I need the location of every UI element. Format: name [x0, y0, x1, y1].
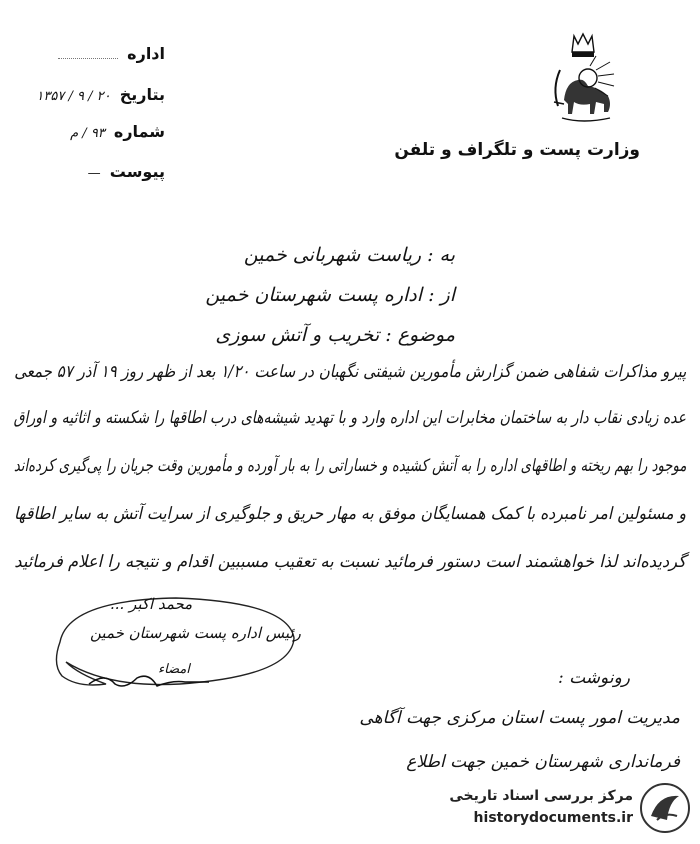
body-line-2: عده زیادی نقاب دار به ساختمان مخابرات این اداره وارد و با تهدید شیشه‌های درب اطاقها را شکسته و اثاثیه و اوراق — [13, 408, 686, 428]
copy-line-1: مدیریت امور پست استان مرکزی جهت آگاهی — [359, 708, 680, 728]
archive-url: historydocuments.ir — [473, 810, 633, 826]
lion-and-sun-emblem-icon — [538, 30, 628, 130]
department-blank — [58, 48, 118, 59]
department-field — [15, 44, 165, 66]
attachment-label: پیوست — [109, 162, 165, 181]
body-line-3: موجود را بهم ریخته و اطاقهای اداره را به آتش کشیده و خساراتی را به بار آورده و مأمورین وقت جریان را پی‌گیری کرده‌اند — [13, 456, 686, 476]
date-value: ۲۰ / ۹ / ۱۳۵۷ — [36, 89, 111, 104]
date-field — [15, 85, 165, 107]
body-line-5: گردیده‌اند لذا خواهشمند است دستور فرمائید نسبت به تعقیب مسببین اقدام و نتیجه را اعلام فرمائید — [14, 552, 686, 572]
number-value: ۹۳ / م — [70, 126, 105, 141]
signatory-initials: امضاء — [158, 662, 190, 677]
signature-flourish — [85, 668, 215, 692]
body-line-4: و مسئولین امر نامبرده با کمک همسایگان موفق به مهار حریق و جلوگیری از سرایت آتش به سایر اطاقها — [13, 504, 686, 524]
ministry-name: وزارت پست و تلگراف و تلفن — [394, 140, 640, 160]
number-label: شماره — [113, 122, 165, 141]
attachment-field — [15, 162, 165, 184]
signatory-title: رئیس اداره پست شهرستان خمین — [90, 624, 301, 642]
copy-line-2: فرمانداری شهرستان خمین جهت اطلاع — [406, 752, 680, 772]
sender-line: از : اداره پست شهرستان خمین — [205, 284, 455, 306]
date-label: بتاریخ — [119, 85, 165, 104]
subject-line: موضوع : تخریب و آتش سوزی — [215, 324, 455, 346]
copies-heading: رونوشت : — [557, 668, 630, 688]
archive-title: مرکز بررسی اسناد تاریخی — [449, 788, 633, 804]
body-line-1: پیرو مذاکرات شفاهی ضمن گزارش مأمورین شیفتی نگهبان در ساعت ۱/۲۰ بعد از ظهر روز ۱۹ آذر ۵۷ جمعی — [13, 362, 686, 382]
archive-watermark — [420, 778, 695, 840]
recipient-line: به : ریاست شهربانی خمین — [243, 244, 455, 266]
archive-logo-icon — [639, 782, 691, 834]
attachment-value: — — [87, 166, 101, 181]
number-field — [15, 122, 165, 144]
signatory-name: محمد اکبر ... — [110, 595, 193, 613]
department-label: اداره — [127, 44, 165, 63]
